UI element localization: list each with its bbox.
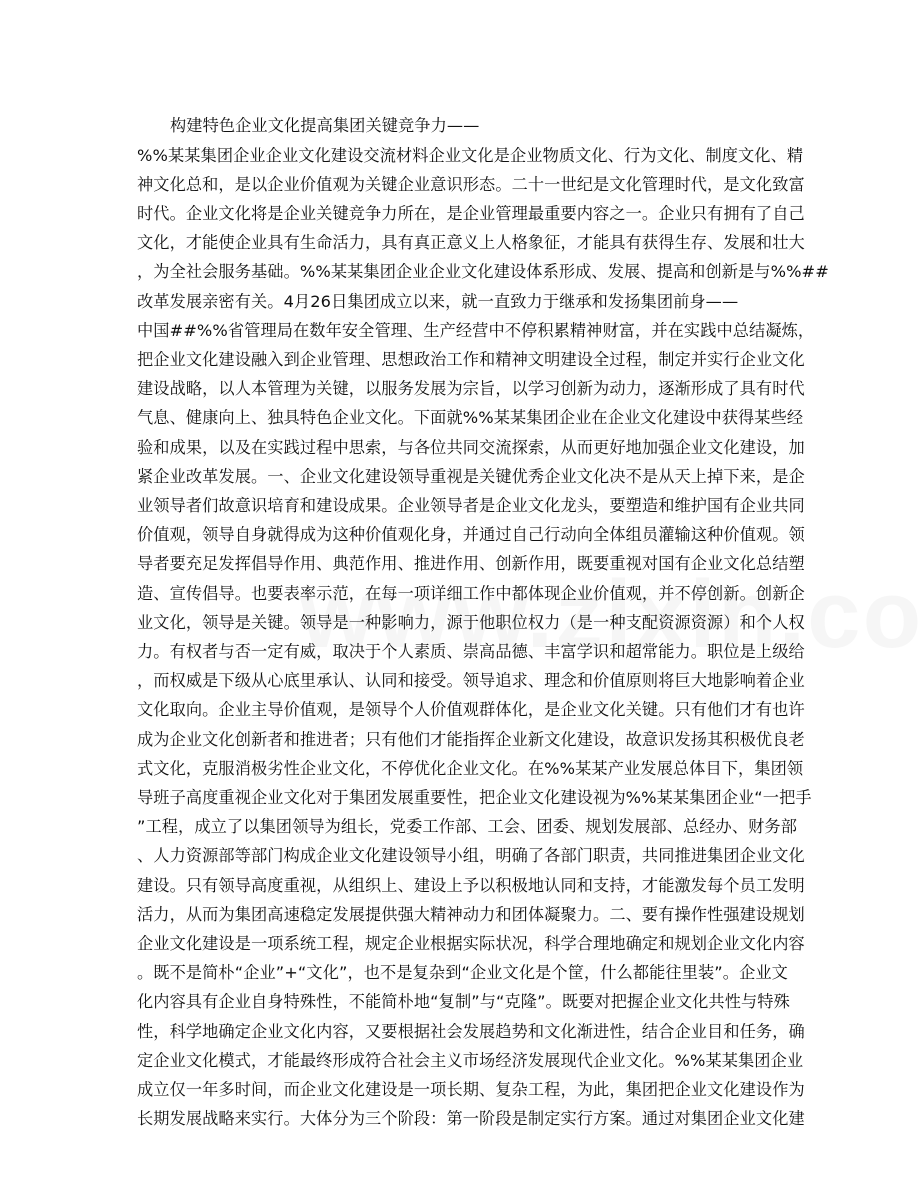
text-line: 验和成果，以及在实践过程中思索，与各位共同交流探索，从而更好地加强企业文化建设，加 [137, 438, 805, 457]
text-line: 性，科学地确定企业文化内容，又要根据社会发展趋势和文化渐进性，结合企业目和任务，确 [137, 1022, 805, 1041]
text-line: 中国##%%省管理局在数年安全管理、生产经营中不停积累精神财富，并在实践中总结凝炼， [137, 321, 815, 340]
text-line: 成为企业文化创新者和推进者；只有他们才能指挥企业新文化建设，故意识发扬其积极优良老 [137, 730, 805, 749]
text-line: 、人力资源部等部门构成企业文化建设领导小组，明确了各部门职责，共同推进集团企业文化 [137, 846, 805, 865]
text-line: %%某某集团企业企业文化建设交流材料企业文化是企业物质文化、行为文化、制度文化、精 [137, 146, 804, 165]
text-line: 改革发展亲密有关。4月26日集团成立以来，就一直致力于继承和发扬集团前身—— [137, 292, 739, 311]
text-line: 化内容具有企业自身特殊性，不能简朴地“复制”与“克隆”。既要对把握企业文化共性与特殊 [137, 992, 790, 1011]
text-line: 力。有权者与否一定有威，取决于个人素质、崇高品德、丰富学识和超常能力。职位是上级给 [137, 642, 805, 661]
text-line: 成立仅一年多时间，而企业文化建设是一项长期、复杂工程，为此，集团把企业文化建设作为 [137, 1080, 805, 1099]
text-line: 长期发展战略来实行。大体分为三个阶段：第一阶段是制定实行方案。通过对集团企业文化建 [137, 1109, 805, 1128]
text-line: ”工程，成立了以集团领导为组长，党委工作部、工会、团委、规划发展部、总经办、财务部 [137, 817, 797, 836]
text-line: 文化取向。企业主导价值观，是领导个人价值观群体化，是企业文化关键。只有他们才有也许 [137, 700, 805, 719]
text-line: 业领导者们故意识培育和建设成果。企业领导者是企业文化龙头，要塑造和维护国有企业共同 [137, 496, 805, 515]
text-line: 紧企业改革发展。一、企业文化建设领导重视是关键优秀企业文化决不是从天上掉下来，是企 [137, 467, 805, 486]
document-title-line: 构建特色企业文化提高集团关键竞争力—— [170, 116, 480, 135]
text-line: 导者要充足发挥倡导作用、典范作用、推进作用、创新作用，既要重视对国有企业文化总结塑 [137, 554, 805, 573]
text-line: 建设。只有领导高度重视，从组织上、建设上予以积极地认同和支持，才能激发每个员工发明 [137, 876, 805, 895]
text-line: 造、宣传倡导。也要表率示范，在每一项详细工作中都体现企业价值观，并不停创新。创新企 [137, 584, 805, 603]
text-line: 价值观，领导自身就得成为这种价值观化身，并通过自己行动向全体组员灌输这种价值观。领 [137, 525, 805, 544]
text-line: 定企业文化模式，才能最终形成符合社会主义市场经济发展现代企业文化。%%某某集团企业 [137, 1051, 804, 1070]
text-line: 时代。企业文化将是企业关键竞争力所在，是企业管理最重要内容之一。企业只有拥有了自己 [137, 204, 805, 223]
text-line: 建设战略，以人本管理为关键，以服务发展为宗旨，以学习创新为动力，逐渐形成了具有时代 [137, 379, 805, 398]
text-line: 业文化，领导是关键。领导是一种影响力，源于他职位权力（是一种支配资源资源）和个人权 [137, 613, 805, 632]
text-line: 把企业文化建设融入到企业管理、思想政治工作和精神文明建设全过程，制定并实行企业文化 [137, 350, 805, 369]
text-line: 企业文化建设是一项系统工程，规定企业根据实际状况，科学合理地确定和规划企业文化内容 [137, 934, 805, 953]
text-line: ，为全社会服务基础。%%某某集团企业企业文化建设体系形成、发展、提高和创新是与%%## [137, 262, 829, 281]
text-line: 文化，才能使企业具有生命活力，具有真正意义上人格象征，才能具有获得生存、发展和壮大 [137, 233, 805, 252]
text-line: 式文化，克服消极劣性企业文化，不停优化企业文化。在%%某某产业发展总体目下，集团领 [137, 759, 804, 778]
text-line: 导班子高度重视企业文化对于集团发展重要性，把企业文化建设视为%%某某集团企业“一把手 [137, 788, 812, 807]
text-line: 神文化总和，是以企业价值观为关键企业意识形态。二十一世纪是文化管理时代，是文化致富 [137, 175, 805, 194]
text-line: ，而权威是下级从心底里承认、认同和接受。领导追求、理念和价值原则将巨大地影响着企业 [137, 671, 805, 690]
text-line: 。既不是简朴“企业”+“文化”，也不是复杂到“企业文化是个筐，什么都能往里装”。企业文 [137, 963, 788, 982]
text-line: 气息、健康向上、独具特色企业文化。下面就%%某某集团企业在企业文化建设中获得某些经 [137, 408, 804, 427]
text-line: 活力，从而为集团高速稳定发展提供强大精神动力和团体凝聚力。二、要有操作性强建设规划 [137, 905, 805, 924]
